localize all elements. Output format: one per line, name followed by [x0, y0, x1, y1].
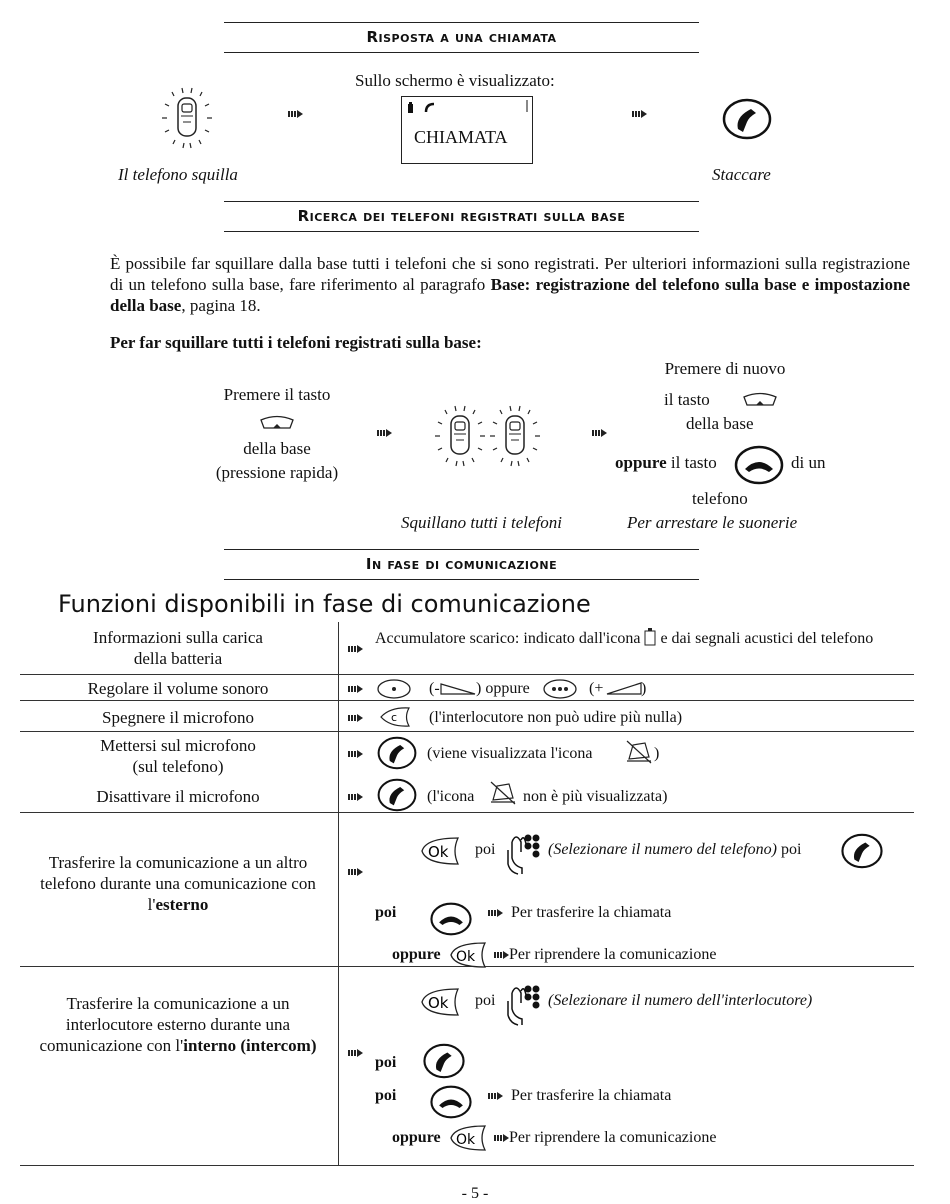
row-divider [20, 731, 914, 732]
intro-page: , pagina 18. [181, 296, 261, 315]
row-handsfree-label: Mettersi sul microfono (sul telefono) [100, 736, 256, 776]
handset-up-icon [840, 832, 886, 870]
phone-display [401, 96, 533, 164]
step2-of-a: di un [791, 453, 826, 472]
row-mute-label: Spegnere il microfono [101, 708, 254, 727]
disable-text-b: non è più visualizzata) [523, 788, 668, 805]
ok-key-icon [418, 987, 464, 1017]
disable-text-a: (l'icona [427, 788, 475, 805]
intro-ref-bold: Base: registrazione del telefono sulla base e impostazione della base [110, 275, 910, 315]
step1-label: Premere il tasto [223, 385, 331, 404]
step2-alt-text: il tasto [666, 453, 717, 472]
arrow-icon [346, 748, 366, 760]
handsfree-icon [488, 781, 518, 807]
volume-up-key-icon [543, 679, 577, 699]
handset-down-icon [733, 444, 787, 486]
arrow-icon [346, 1047, 366, 1059]
row-volume-label: Regolare il volume sonoro [87, 679, 269, 698]
row-transfer-ext-label [20, 852, 336, 915]
row-transfer-int-label [20, 993, 336, 1056]
step2-key-text: il tasto [664, 390, 710, 409]
transfer-ext-transfer: Per trasferire la chiamata [511, 904, 672, 921]
transfer-ext-select [548, 840, 801, 860]
handset-up-icon [376, 777, 420, 813]
subheading: Per far squillare tutti i telefoni registrati sulla base: [110, 333, 482, 352]
step2-phone: telefono [692, 489, 748, 508]
keypad-icon [506, 983, 546, 1027]
empty-battery-icon [644, 628, 656, 646]
handsfree-text: (viene visualizzata l'icona [427, 745, 593, 762]
mute-text: (l'interlocutore non può udire più nulla) [429, 709, 683, 726]
caption-answer: Staccare [712, 165, 771, 184]
transfer-ext-bold: esterno [155, 895, 209, 914]
transfer-int-bold: interno (intercom) [183, 1036, 317, 1055]
transfer-ext-text: Trasferire la comunicazione a un altro telefono durante una comunicazione con l' [40, 853, 316, 914]
ok-key-label: Ok [456, 949, 476, 965]
row-battery-text [375, 628, 895, 649]
volume-increase-icon [606, 682, 642, 696]
volume-or: ) oppure [476, 680, 530, 697]
table-divider [338, 622, 339, 1166]
caption-all-ring: Squillano tutti i telefoni [401, 513, 563, 532]
handsfree-close: ) [654, 745, 660, 762]
transfer-ext-then3: poi [375, 904, 397, 921]
keypad-icon [506, 832, 546, 876]
oppure-bold: oppure [615, 453, 667, 472]
arrow-icon [486, 907, 506, 919]
ok-key-label: Ok [428, 843, 449, 861]
volume-close: ) [641, 680, 647, 697]
clear-key-label: c [391, 711, 398, 724]
clear-key-icon [378, 706, 412, 728]
transfer-int-then3: poi [375, 1087, 397, 1104]
arrow-icon [375, 427, 395, 439]
ok-key-icon [448, 1124, 490, 1152]
step1-note: (pressione rapida) [215, 463, 339, 482]
caption-stop-ring: Per arrestare le suonerie [627, 513, 798, 532]
ok-key-label: Ok [456, 1132, 476, 1148]
arrow-icon [346, 712, 366, 724]
step1-base: della base [243, 439, 311, 458]
table-heading: Funzioni disponibili in fase di comunicazione [58, 590, 591, 618]
transfer-ext-then2: poi [776, 841, 802, 858]
row-disable-label: Disattivare il microfono [96, 787, 260, 806]
handset-up-icon [376, 735, 420, 771]
intro-paragraph [110, 253, 910, 316]
ok-key-icon [418, 836, 464, 866]
step2-base: della base [686, 414, 754, 433]
signal-bar-icon [526, 100, 530, 114]
handsfree-icon [624, 740, 654, 766]
transfer-ext-or: oppure [392, 946, 441, 963]
transfer-ext-resume: Per riprendere la comunicazione [509, 946, 717, 963]
volume-down-key-icon [377, 679, 411, 699]
transfer-int-then: poi [475, 992, 496, 1009]
section-title-risposta: Risposta a una chiamata [224, 22, 699, 53]
battery-icon [408, 102, 438, 116]
volume-decrease-icon [440, 682, 476, 696]
step2-alt [615, 452, 717, 473]
arrow-icon [590, 427, 610, 439]
display-text: CHIAMATA [414, 127, 508, 147]
arrow-icon [630, 108, 650, 120]
row-divider [20, 674, 914, 675]
handset-up-icon [720, 96, 776, 142]
ok-key-label: Ok [428, 994, 449, 1012]
arrow-icon [286, 108, 306, 120]
arrow-icon [346, 866, 366, 878]
arrow-icon [486, 1090, 506, 1102]
row-battery-label: Informazioni sulla carica della batteria [93, 628, 263, 668]
arrow-icon [346, 643, 366, 655]
volume-plus: (+ [589, 680, 604, 697]
page-number: - 5 - [461, 1185, 489, 1202]
step2-label: Premere di nuovo [664, 359, 786, 378]
section-title-comunicazione: In fase di comunicazione [224, 549, 699, 580]
transfer-int-transfer: Per trasferire la chiamata [511, 1087, 672, 1104]
row-divider [20, 812, 914, 813]
handset-down-icon [428, 1083, 476, 1121]
row-divider [20, 1165, 914, 1166]
transfer-ext-then: poi [475, 841, 496, 858]
transfer-ext-select-italic: (Selezionare il numero del telefono) [548, 841, 777, 858]
ok-key-icon [448, 941, 490, 969]
transfer-int-then2: poi [375, 1054, 397, 1071]
transfer-int-select: (Selezionare il numero dell'interlocutore) [548, 992, 813, 1009]
ringing-phone-icon [150, 80, 230, 160]
section-title-ricerca: Ricerca dei telefoni registrati sulla base [224, 201, 699, 232]
intro-text: È possibile far squillare dalla base tutti i telefoni che si sono registrati. Per ulteriori informazioni sulla registrazione di un telefono sulla base, fare riferimento al paragrafo [110, 254, 910, 294]
base-key-icon [257, 414, 297, 432]
transfer-int-resume: Per riprendere la comunicazione [509, 1129, 717, 1146]
transfer-int-or: oppure [392, 1129, 441, 1146]
transfer-int-text: Trasferire la comunicazione a un interlocutore esterno durante una comunicazione con l' [39, 994, 291, 1055]
screen-label: Sullo schermo è visualizzato: [355, 71, 555, 90]
row-divider [20, 700, 914, 701]
handset-down-icon [428, 900, 476, 938]
arrow-icon [346, 791, 366, 803]
caption-ringing: Il telefono squilla [118, 165, 238, 184]
battery-text-b: e dai segnali acustici del telefono [660, 630, 874, 647]
volume-minus: (- [429, 680, 440, 697]
base-key-icon [740, 391, 780, 409]
handset-up-icon [422, 1042, 468, 1080]
arrow-icon [346, 683, 366, 695]
ringing-phones-icon [430, 396, 550, 476]
battery-text-a: Accumulatore scarico: indicato dall'icona [375, 630, 641, 647]
